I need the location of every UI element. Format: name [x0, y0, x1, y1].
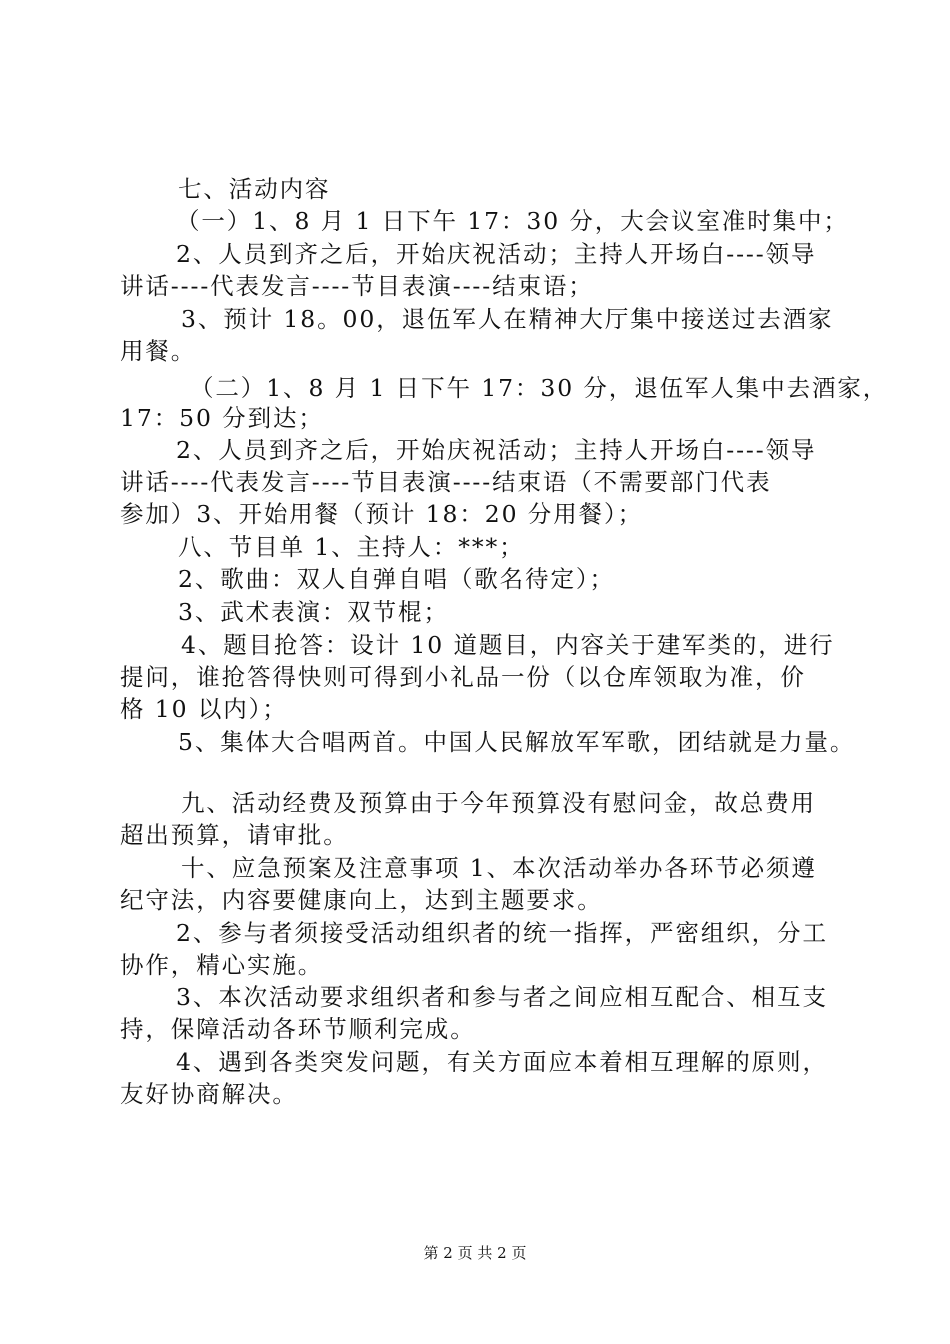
text-line: 2、参与者须接受活动组织者的统一指挥，严密组织，分工 — [176, 919, 828, 947]
text-line: 持，保障活动各环节顺利完成。 — [120, 1015, 476, 1043]
text-line: 讲话----代表发言----节目表演----结束语； — [120, 272, 594, 300]
text-line: 3、预计 18。00，退伍军人在精神大厅集中接送过去酒家 — [181, 305, 834, 333]
text-line: 2、歌曲：双人自弹自唱（歌名待定）； — [178, 565, 615, 593]
section-heading-7: 七、活动内容 — [178, 175, 331, 203]
text-line: （二）1、8 月 1 日下午 17：30 分，退伍军人集中去酒家， — [190, 374, 889, 402]
text-line: 提问，谁抢答得快则可得到小礼品一份（以仓库领取为准，价 — [120, 663, 806, 691]
text-line: 3、武术表演：双节棍； — [178, 598, 449, 626]
section-heading-10: 十、应急预案及注意事项 1、本次活动举办各环节必须遵 — [181, 854, 817, 882]
text-line: 超出预算，请审批。 — [120, 821, 349, 849]
text-line: 2、人员到齐之后，开始庆祝活动；主持人开场白----领导 — [176, 240, 817, 268]
text-line: 协作，精心实施。 — [120, 951, 324, 979]
text-line: 4、遇到各类突发问题，有关方面应本着相互理解的原则， — [176, 1048, 828, 1076]
page-footer: 第 2 页 共 2 页 — [423, 1244, 527, 1262]
text-line: 5、集体大合唱两首。中国人民解放军军歌，团结就是力量。 — [178, 728, 856, 756]
text-line: 讲话----代表发言----节目表演----结束语（不需要部门代表 — [120, 468, 772, 496]
text-line: 格 10 以内）； — [120, 695, 288, 723]
section-heading-8: 八、节目单 1、主持人：***； — [178, 533, 525, 561]
text-line: 纪守法，内容要健康向上，达到主题要求。 — [120, 886, 603, 914]
section-heading-9: 九、活动经费及预算由于今年预算没有慰问金，故总费用 — [181, 789, 816, 817]
text-line: 4、题目抢答：设计 10 道题目，内容关于建军类的，进行 — [181, 631, 835, 659]
text-line: （一）1、8 月 1 日下午 17：30 分，大会议室准时集中； — [176, 207, 849, 235]
text-line: 17：50 分到达； — [120, 404, 324, 432]
text-line: 友好协商解决。 — [120, 1080, 298, 1108]
text-line: 2、人员到齐之后，开始庆祝活动；主持人开场白----领导 — [176, 436, 817, 464]
text-line: 用餐。 — [120, 337, 197, 365]
text-line: 参加）3、开始用餐（预计 18：20 分用餐）； — [120, 500, 644, 528]
text-line: 3、本次活动要求组织者和参与者之间应相互配合、相互支 — [176, 983, 828, 1011]
